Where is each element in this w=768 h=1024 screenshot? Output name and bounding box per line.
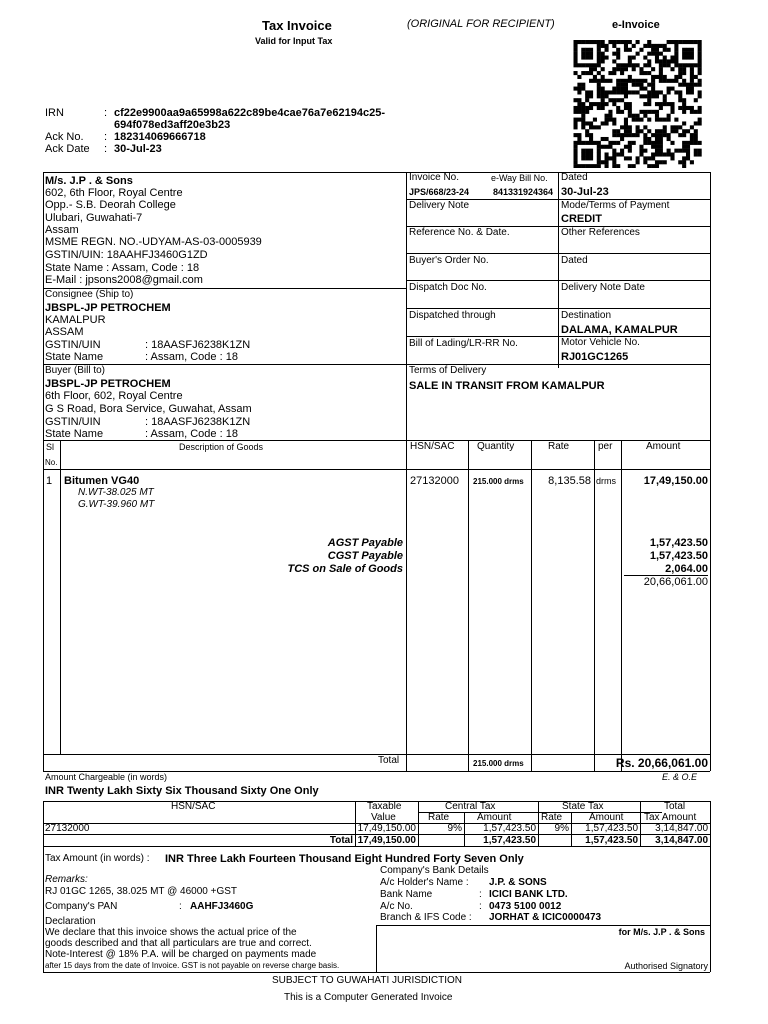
tax-tot-c-amount: 1,57,423.50	[483, 835, 536, 846]
invoice-subtitle: Valid for Input Tax	[255, 36, 333, 46]
consignee-state-label: State Name	[45, 351, 104, 363]
col-hsn: HSN/SAC	[410, 441, 455, 452]
consignee-heading: Consignee (Ship to)	[45, 289, 134, 300]
ack-no-label: Ack No.	[45, 131, 84, 143]
tax-taxable-label: Taxable	[367, 801, 402, 812]
declaration-label: Declaration	[45, 916, 96, 927]
irn-value-1: cf22e9900aa9a65998a622c89be4cae76a7e62194c25-	[114, 107, 385, 119]
items-total-amount: Rs. 20,66,061.00	[615, 756, 708, 770]
destination: DALAMA, KAMALPUR	[561, 324, 678, 336]
col-rate: Rate	[548, 441, 570, 452]
item-hsn: 27132000	[410, 475, 459, 487]
tax-row-s-rate: 9%	[554, 823, 569, 834]
irn-value-2: 694f078ed3aff20e3b23	[114, 119, 231, 131]
buyer-gstin-value: : 18AASFJ6238K1ZN	[145, 416, 251, 428]
consignee-line1: KAMALPUR	[45, 314, 106, 326]
tax-tot-total: 3,14,847.00	[655, 835, 708, 846]
holder-label: A/c Holder's Name :	[380, 877, 469, 888]
mode-terms-label: Mode/Terms of Payment	[561, 200, 670, 211]
eoe-label: E. & O.E	[662, 772, 698, 782]
bill-lading-label: Bill of Lading/LR-RR No.	[409, 338, 518, 349]
subtotal-amount: 20,66,061.00	[643, 576, 708, 588]
details-divider	[558, 172, 559, 368]
tax-taxamount-label: Tax Amount	[644, 812, 697, 823]
dated2-label: Dated	[561, 255, 588, 266]
qr-code-icon	[570, 40, 705, 168]
declaration-line1: We declare that this invoice shows the actual price of the	[45, 927, 297, 938]
tax-tot-s-amount: 1,57,423.50	[585, 835, 638, 846]
ack-no-colon: :	[104, 131, 108, 143]
tax-row-s-amount: 1,57,423.50	[585, 823, 638, 834]
tcs-amount: 2,064.00	[665, 563, 708, 575]
motor-vehicle-label: Motor Vehicle No.	[561, 337, 640, 348]
consignee-line2: ASSAM	[45, 326, 84, 338]
tax-s-amount-label: Amount	[589, 812, 624, 823]
tax-row-total: 3,14,847.00	[655, 823, 708, 834]
d-row5	[406, 308, 710, 309]
seller-email: E-Mail : jpsons2008@gmail.com	[45, 274, 203, 286]
mode-terms: CREDIT	[561, 213, 602, 225]
cgst-amount: 1,57,423.50	[649, 550, 708, 562]
authorised-signatory: Authorised Signatory	[624, 961, 708, 971]
terms-delivery: SALE IN TRANSIT FROM KAMALPUR	[409, 380, 605, 392]
invoice-no: JPS/668/23-24	[409, 187, 470, 197]
tax-s-rate-label: Rate	[541, 812, 563, 823]
bank-colon: :	[479, 889, 482, 900]
tax-central-label: Central Tax	[445, 801, 496, 812]
seller-state: State Name : Assam, Code : 18	[45, 262, 200, 274]
dispatch-doc-label: Dispatch Doc No.	[409, 282, 487, 293]
tcs-label: TCS on Sale of Goods	[287, 563, 403, 575]
buyer-name: JBSPL-JP PETROCHEM	[45, 378, 171, 390]
tax-row-hsn: 27132000	[45, 823, 90, 834]
buyers-order-label: Buyer's Order No.	[409, 255, 489, 266]
frame-top	[43, 172, 710, 173]
seller-name: M/s. J.P . & Sons	[45, 175, 133, 187]
holder-value: J.P. & SONS	[489, 877, 547, 888]
reference-label: Reference No. & Date.	[409, 227, 510, 238]
footer-left	[43, 846, 44, 972]
acno-label: A/c No.	[380, 901, 413, 912]
terms-delivery-label: Terms of Delivery	[409, 365, 487, 376]
tax-c-rate-label: Rate	[428, 812, 450, 823]
tax-c-amount-label: Amount	[477, 812, 512, 823]
buyer-line1: 6th Floor, 602, Royal Centre	[45, 390, 183, 402]
amount-in-words: INR Twenty Lakh Sixty Six Thousand Sixty One Only	[45, 785, 319, 797]
destination-label: Destination	[561, 310, 612, 321]
footer-right	[710, 846, 711, 972]
col-rate-line	[594, 440, 595, 771]
item-gwt: G.WT-39.960 MT	[78, 499, 155, 510]
bank-label: Bank Name	[380, 889, 433, 900]
agst-amount: 1,57,423.50	[649, 537, 708, 549]
branch-label: Branch & IFS Code :	[380, 912, 472, 923]
consignee-gstin-label: GSTIN/UIN	[45, 339, 101, 351]
seller-line1: 602, 6th Floor, Royal Centre	[45, 187, 183, 199]
invoice-date: 30-Jul-23	[561, 186, 609, 198]
tax-row-c-rate: 9%	[447, 823, 462, 834]
einvoice-label: e-Invoice	[612, 19, 660, 31]
seller-msme: MSME REGN. NO.-UDYAM-AS-03-0005939	[45, 236, 262, 248]
irn-colon: :	[104, 107, 108, 119]
col-sl-line	[60, 440, 61, 754]
tax-tot-taxable: 17,49,150.00	[357, 835, 416, 846]
remarks-value: RJ 01GC 1265, 38.025 MT @ 46000 +GST	[45, 886, 238, 897]
footer-bottom	[43, 972, 710, 973]
col-per-line	[621, 440, 622, 771]
tax-state-label: State Tax	[562, 801, 604, 812]
signatory-left	[376, 925, 377, 972]
col-hsn-line	[468, 440, 469, 771]
items-total-label: Total	[378, 755, 400, 766]
item-rate: 8,135.58	[548, 475, 591, 487]
tax-row-taxable: 17,49,150.00	[357, 823, 416, 834]
items-total-top	[43, 754, 710, 755]
ack-date-colon: :	[104, 143, 108, 155]
signatory-top	[376, 925, 710, 926]
other-references-label: Other References	[561, 227, 640, 238]
tax-left	[43, 801, 44, 846]
words-label: Amount Chargeable (in words)	[45, 772, 168, 782]
tax-row-c-amount: 1,57,423.50	[483, 823, 536, 834]
branch-value: JORHAT & ICIC0000473	[489, 912, 602, 923]
consignee-state-value: : Assam, Code : 18	[145, 351, 238, 363]
tax-tot-label: Total	[329, 835, 353, 846]
col-amount: Amount	[646, 441, 681, 452]
col-desc: Description of Goods	[179, 442, 264, 452]
col-sl: Sl	[46, 442, 55, 452]
item-name: Bitumen VG40	[64, 475, 140, 487]
seller-line4: Assam	[45, 224, 79, 236]
original-label: (ORIGINAL FOR RECIPIENT)	[407, 18, 555, 30]
buyer-heading: Buyer (Bill to)	[45, 365, 106, 376]
bank-value: ICICI BANK LTD.	[489, 889, 568, 900]
tax-total-label: Total	[664, 801, 686, 812]
items-total-qty: 215.000 drms	[473, 759, 524, 768]
col-qty-line	[531, 440, 532, 771]
ack-date-label: Ack Date	[45, 143, 90, 155]
computer-generated: This is a Computer Generated Invoice	[284, 992, 453, 1003]
irn-label: IRN	[45, 107, 64, 119]
items-header-bottom	[43, 469, 710, 470]
pan-value: AAHFJ3460G	[190, 901, 254, 912]
tax-in-words: INR Three Lakh Fourteen Thousand Eight Hundred Forty Seven Only	[165, 853, 524, 865]
ack-no-value: 182314069666718	[114, 131, 206, 143]
item-amount: 17,49,150.00	[643, 475, 708, 487]
item-qty: 215.000 drms	[473, 477, 524, 486]
for-company-label: for M/s. J.P . & Sons	[618, 927, 705, 937]
ack-date-value: 30-Jul-23	[114, 143, 162, 155]
tax-words-label: Tax Amount (in words) :	[45, 853, 150, 864]
acno-colon: :	[479, 901, 482, 912]
col-no: No.	[45, 458, 58, 467]
eway-no: 841331924364	[493, 187, 554, 197]
acno-value: 0473 5100 0012	[489, 901, 562, 912]
tax-hsn-label: HSN/SAC	[171, 801, 216, 812]
motor-vehicle: RJ01GC1265	[561, 351, 629, 363]
d-row4	[406, 280, 710, 281]
buyer-state-label: State Name	[45, 428, 104, 440]
item-sl: 1	[46, 475, 53, 487]
delivery-note-date-label: Delivery Note Date	[561, 282, 645, 293]
tax-value-label: Value	[371, 812, 396, 823]
buyer-line2: G S Road, Bora Service, Guwahat, Assam	[45, 403, 252, 415]
agst-label: AGST Payable	[327, 537, 403, 549]
remarks-label: Remarks:	[45, 874, 88, 885]
pan-label: Company's PAN	[45, 901, 118, 912]
col-qty: Quantity	[477, 441, 515, 452]
consignee-gstin-value: : 18AASFJ6238K1ZN	[145, 339, 251, 351]
consignee-name: JBSPL-JP PETROCHEM	[45, 302, 171, 314]
invoice-title: Tax Invoice	[262, 18, 332, 33]
seller-line3: Ulubari, Guwahati-7	[45, 212, 143, 224]
bank-heading: Company's Bank Details	[380, 865, 489, 876]
buyer-state-value: : Assam, Code : 18	[145, 428, 238, 440]
pan-colon: :	[179, 901, 182, 912]
eway-label: e-Way Bill No.	[491, 173, 548, 183]
jurisdiction: SUBJECT TO GUWAHATI JURISDICTION	[272, 975, 463, 986]
dispatched-through-label: Dispatched through	[409, 310, 496, 321]
dated-label: Dated	[561, 172, 588, 183]
frame-mid	[406, 172, 407, 440]
declaration-line4: after 15 days from the date of Invoice. GST is not payable on reverse charge basis.	[45, 961, 340, 970]
delivery-note-label: Delivery Note	[409, 200, 470, 211]
declaration-line2: goods described and that all particulars are true and correct.	[45, 938, 312, 949]
item-nwt: N.WT-38.025 MT	[78, 487, 154, 498]
tax-right	[710, 801, 711, 846]
col-desc-line	[406, 440, 407, 771]
declaration-line3: Note-Interest @ 18% P.A. will be charged on payments made	[45, 949, 317, 960]
buyer-gstin-label: GSTIN/UIN	[45, 416, 101, 428]
frame-right	[710, 172, 711, 771]
cgst-label: CGST Payable	[327, 550, 403, 562]
invoice-no-label: Invoice No.	[409, 172, 460, 183]
d-row3	[406, 253, 710, 254]
col-per: per	[598, 441, 613, 452]
frame-left	[43, 172, 44, 771]
seller-gstin: GSTIN/UIN: 18AAHFJ3460G1ZD	[45, 249, 208, 261]
seller-line2: Opp.- S.B. Deorah College	[45, 199, 176, 211]
item-per: drms	[596, 476, 616, 486]
